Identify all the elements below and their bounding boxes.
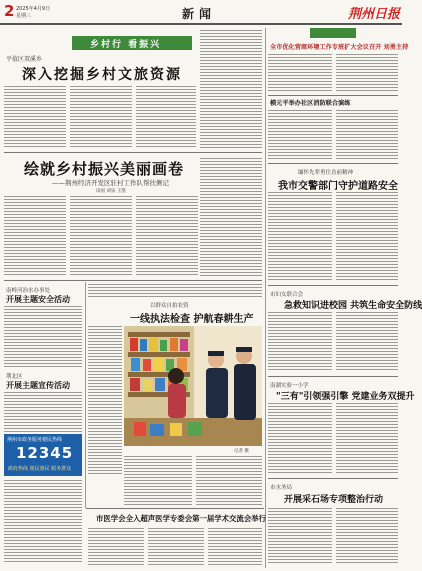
trade-rule (268, 95, 398, 96)
market-headline: 一线执法检查 护航春耕生产 (130, 314, 254, 325)
rural-scroll-byline: 田国 刘泉 王凯 (96, 189, 126, 194)
left-bottom-body (4, 480, 82, 564)
fire-kicker: 市妇女联合会 (270, 292, 304, 298)
river-body (4, 306, 82, 368)
left-column-divider (85, 282, 86, 508)
hotline-number: 12345 (16, 444, 74, 462)
section-title: 新闻 (182, 7, 217, 21)
page-number: 2 (4, 2, 15, 20)
traffic-rule (268, 285, 398, 286)
hotline-label: 荆州市政务服务便民热线 (7, 437, 63, 443)
hotline-ad (4, 434, 82, 476)
medical-headline: 市医学会全入超声医学专委会第一届学术交流会举行 (96, 514, 266, 523)
drills-body-b (336, 110, 398, 160)
rural-scroll-title: 绘就乡村振兴美丽画卷 (24, 160, 185, 178)
culture-title: 深入挖掘乡村文旅资源 (22, 67, 182, 83)
cultural-body (4, 392, 82, 432)
traffic-headline: 我市交警部门守护道路安全 (278, 181, 398, 192)
rural-scroll-subtitle: ——荆州经济开发区驻村工作队帮扶侧记 (52, 179, 169, 187)
river-kicker: 南岭河治水办事处 (6, 288, 51, 294)
traffic-body-b (336, 192, 398, 282)
market-body-bottom-a (124, 456, 192, 506)
rural-banner-label: 乡村行 看振兴 (90, 40, 162, 50)
trade-meeting-body-b (336, 54, 398, 92)
culture-body-col2 (70, 86, 132, 148)
cultural-kicker: 荆北区 (6, 374, 23, 380)
fire-body-b (336, 312, 398, 372)
green-tag (310, 28, 356, 38)
rural-banner (72, 36, 192, 50)
trade-meeting-headline: 全市优化营商环境工作专班扩大会议召开 刘勇主持 (270, 44, 409, 51)
market-lead-body (88, 284, 262, 298)
drills-rule (268, 163, 398, 164)
fire-headline: 急救知识进校园 共筑生命安全防线 (284, 301, 422, 311)
middle-top-text-a (200, 30, 262, 150)
rural-body-col1 (4, 196, 66, 276)
party-kicker: 南湖实验一小学 (270, 383, 309, 389)
market-body-bottom-b (196, 456, 262, 506)
header-rule (0, 23, 402, 25)
right-column-divider (265, 28, 266, 568)
culture-kicker: 平值区双溪乡 (6, 56, 43, 63)
medical-body-b (148, 528, 204, 566)
fire-body-a (268, 312, 332, 372)
party-body-b (336, 403, 398, 475)
masthead-logo: 荆州日报 (348, 7, 401, 22)
fire-rule (268, 376, 398, 377)
middle-rule (4, 280, 262, 281)
market-body-left (88, 326, 122, 476)
issue-weekday: 星期三 (16, 13, 32, 19)
yard-body-b (336, 508, 398, 564)
culture-body-col1 (4, 86, 66, 148)
rural-body-col2 (70, 196, 132, 276)
market-kicker: 以群众自拍农资 (150, 303, 189, 309)
drills-body-a (268, 110, 332, 160)
yard-headline: 开展采石场专项整治行动 (284, 495, 384, 505)
culture-body-col3 (136, 86, 196, 148)
market-photo-credit: 记者 摄 (234, 449, 249, 454)
issue-date: 2025年4月9日 (16, 6, 51, 12)
market-photo (124, 326, 262, 446)
yard-kicker: 市水务局 (270, 485, 293, 491)
left-section-rule (4, 152, 262, 153)
medical-body-a (88, 528, 144, 566)
medical-body-c (208, 528, 262, 566)
drills-headline: 模元平举办社区消防联合演练 (270, 100, 351, 107)
market-photo-image (124, 326, 262, 446)
rural-body-col3 (136, 196, 198, 276)
traffic-kicker: 缅怀先辈勇往直前精神 (298, 170, 354, 176)
yard-body-a (268, 508, 332, 564)
river-headline: 开展主题安全活动 (6, 294, 70, 304)
party-headline: "三有"引领强引擎 党建业务双提升 (276, 392, 415, 402)
trade-meeting-body-a (268, 54, 332, 92)
rural-body-col4 (200, 158, 262, 276)
hotline-tagline: 政府热线 便民惠民 服务群众 (8, 466, 72, 472)
party-body-a (268, 403, 332, 475)
traffic-body-a (268, 192, 332, 282)
cultural-headline: 开展主题宣传活动 (6, 380, 70, 390)
party-rule (268, 478, 398, 479)
bottom-rule (86, 508, 264, 509)
